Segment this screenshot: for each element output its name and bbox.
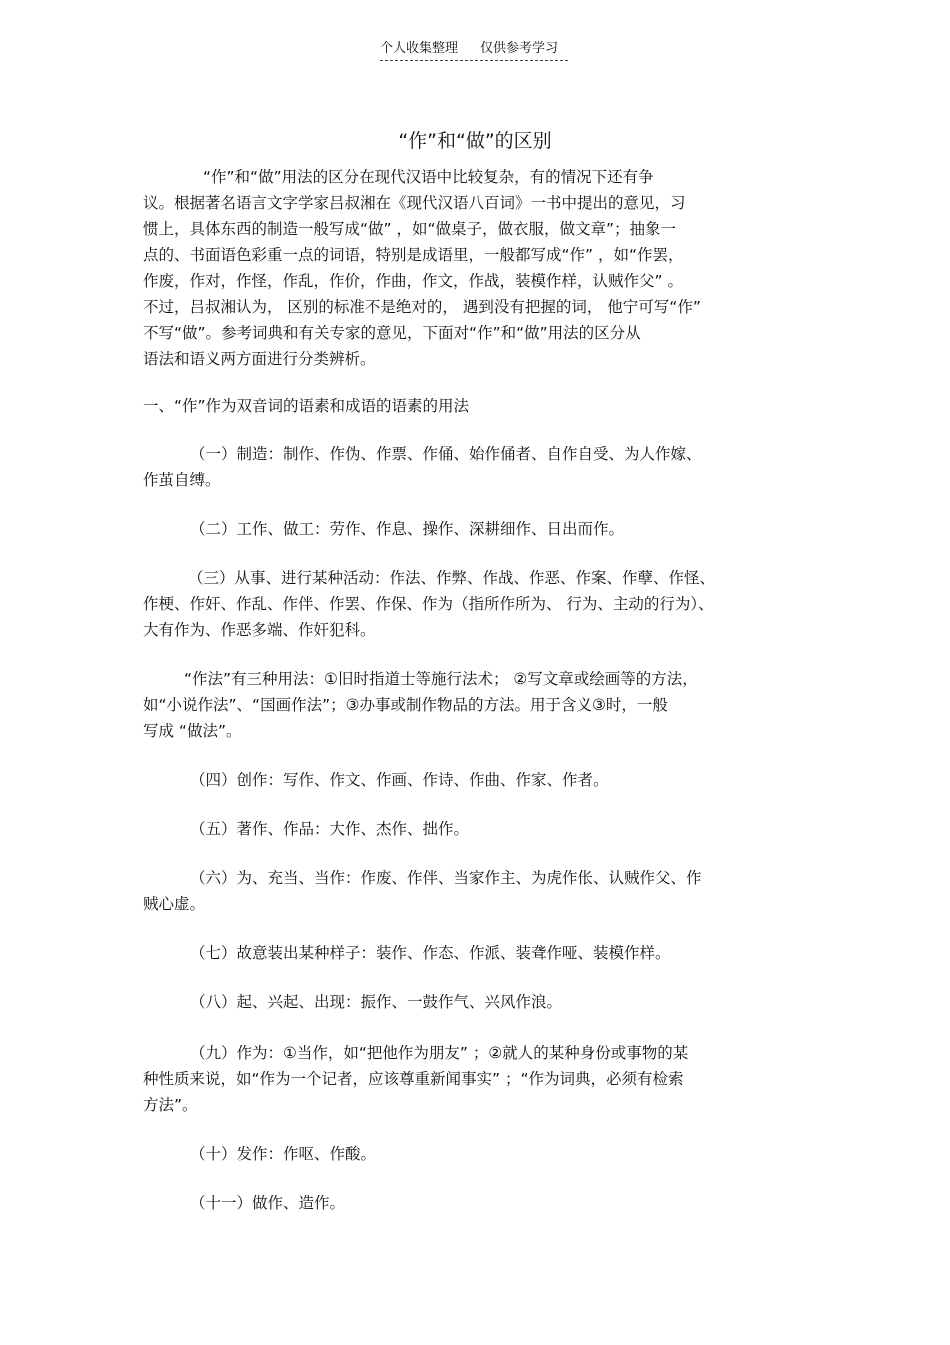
list-item-line: （二）工作、做工：劳作、作息、操作、深耕细作、日出而作。	[190, 520, 625, 538]
list-item-line: （四）创作：写作、作文、作画、作诗、作曲、作家、作者。	[190, 771, 609, 789]
list-item-line: 种性质来说，如“作为一个记者，应该尊重新闻事实” ；“作为词典，必须有检索	[143, 1070, 684, 1088]
intro-line: 惯上，具体东西的制造一般写成“做” ，如“做桌子，做衣服，做文章”；抽象一	[143, 220, 677, 238]
list-item-line: “作法”有三种用法：①旧时指道士等施行法术； ②写文章或绘画等的方法，	[184, 670, 698, 688]
list-item-line: 大有作为、作恶多端、作奸犯科。	[143, 621, 376, 639]
intro-line: 点的、书面语色彩重一点的词语，特别是成语里，一般都写成“作” ，如“作罢，	[143, 246, 684, 264]
list-item-line: （三）从事、进行某种活动：作法、作弊、作战、作恶、作案、作孽、作怪、	[188, 569, 716, 587]
list-item-line: （九）作为：①当作，如“把他作为朋友” ；②就人的某种身份或事物的某	[190, 1044, 689, 1062]
header-left-text: 个人收集整理	[380, 41, 459, 56]
page-header	[380, 40, 568, 61]
list-item-line: （十）发作：作呕、作酸。	[190, 1145, 377, 1163]
list-item-line: （七）故意装出某种样子：装作、作态、作派、装聋作哑、装模作样。	[190, 944, 671, 962]
list-item-line: 作茧自缚。	[143, 471, 221, 489]
list-item-line: （十一）做作、造作。	[190, 1194, 346, 1212]
list-item-line: （六）为、充当、当作：作废、作伴、当家作主、为虎作伥、认贼作父、作	[190, 869, 702, 887]
list-item-line: 如“小说作法”、“国画作法”；③办事或制作物品的方法。用于含义③时，一般	[143, 696, 668, 714]
intro-line: 议。根据著名语言文字学家吕叔湘在《现代汉语八百词》一书中提出的意见，习	[143, 194, 686, 212]
section-heading: 一、“作”作为双音词的语素和成语的语素的用法	[143, 397, 470, 415]
list-item-line: （八）起、兴起、出现：振作、一鼓作气、兴风作浪。	[190, 993, 563, 1011]
list-item-line: 作梗、作奸、作乱、作伴、作罢、作保、作为（指所作所为、 行为、主动的行为）、	[143, 595, 714, 613]
list-item-line: 写成 “做法”。	[143, 722, 242, 740]
list-item-line: （五）著作、作品：大作、杰作、拙作。	[190, 820, 470, 838]
list-item-line: 贼心虚。	[143, 895, 206, 913]
intro-line: 语法和语义两方面进行分类辨析。	[143, 350, 376, 368]
intro-line: 作废，作对，作怪，作乱，作价，作曲，作文，作战，装模作样，认贼作父” 。	[143, 272, 683, 290]
intro-line: “作”和“做”用法的区分在现代汉语中比较复杂，有的情况下还有争	[203, 168, 654, 186]
list-item-line: （一）制造：制作、作伪、作票、作俑、始作俑者、自作自受、为人作嫁、	[190, 445, 702, 463]
document-title: “作”和“做”的区别	[398, 130, 552, 152]
intro-line: 不过，吕叔湘认为， 区别的标准不是绝对的， 遇到没有把握的词， 他宁可写“作”	[143, 298, 701, 316]
intro-line: 不写“做”。参考词典和有关专家的意见，下面对“作”和“做”用法的区分从	[143, 324, 641, 342]
header-right-text: 仅供参考学习	[480, 41, 559, 56]
list-item-line: 方法”。	[143, 1096, 198, 1114]
